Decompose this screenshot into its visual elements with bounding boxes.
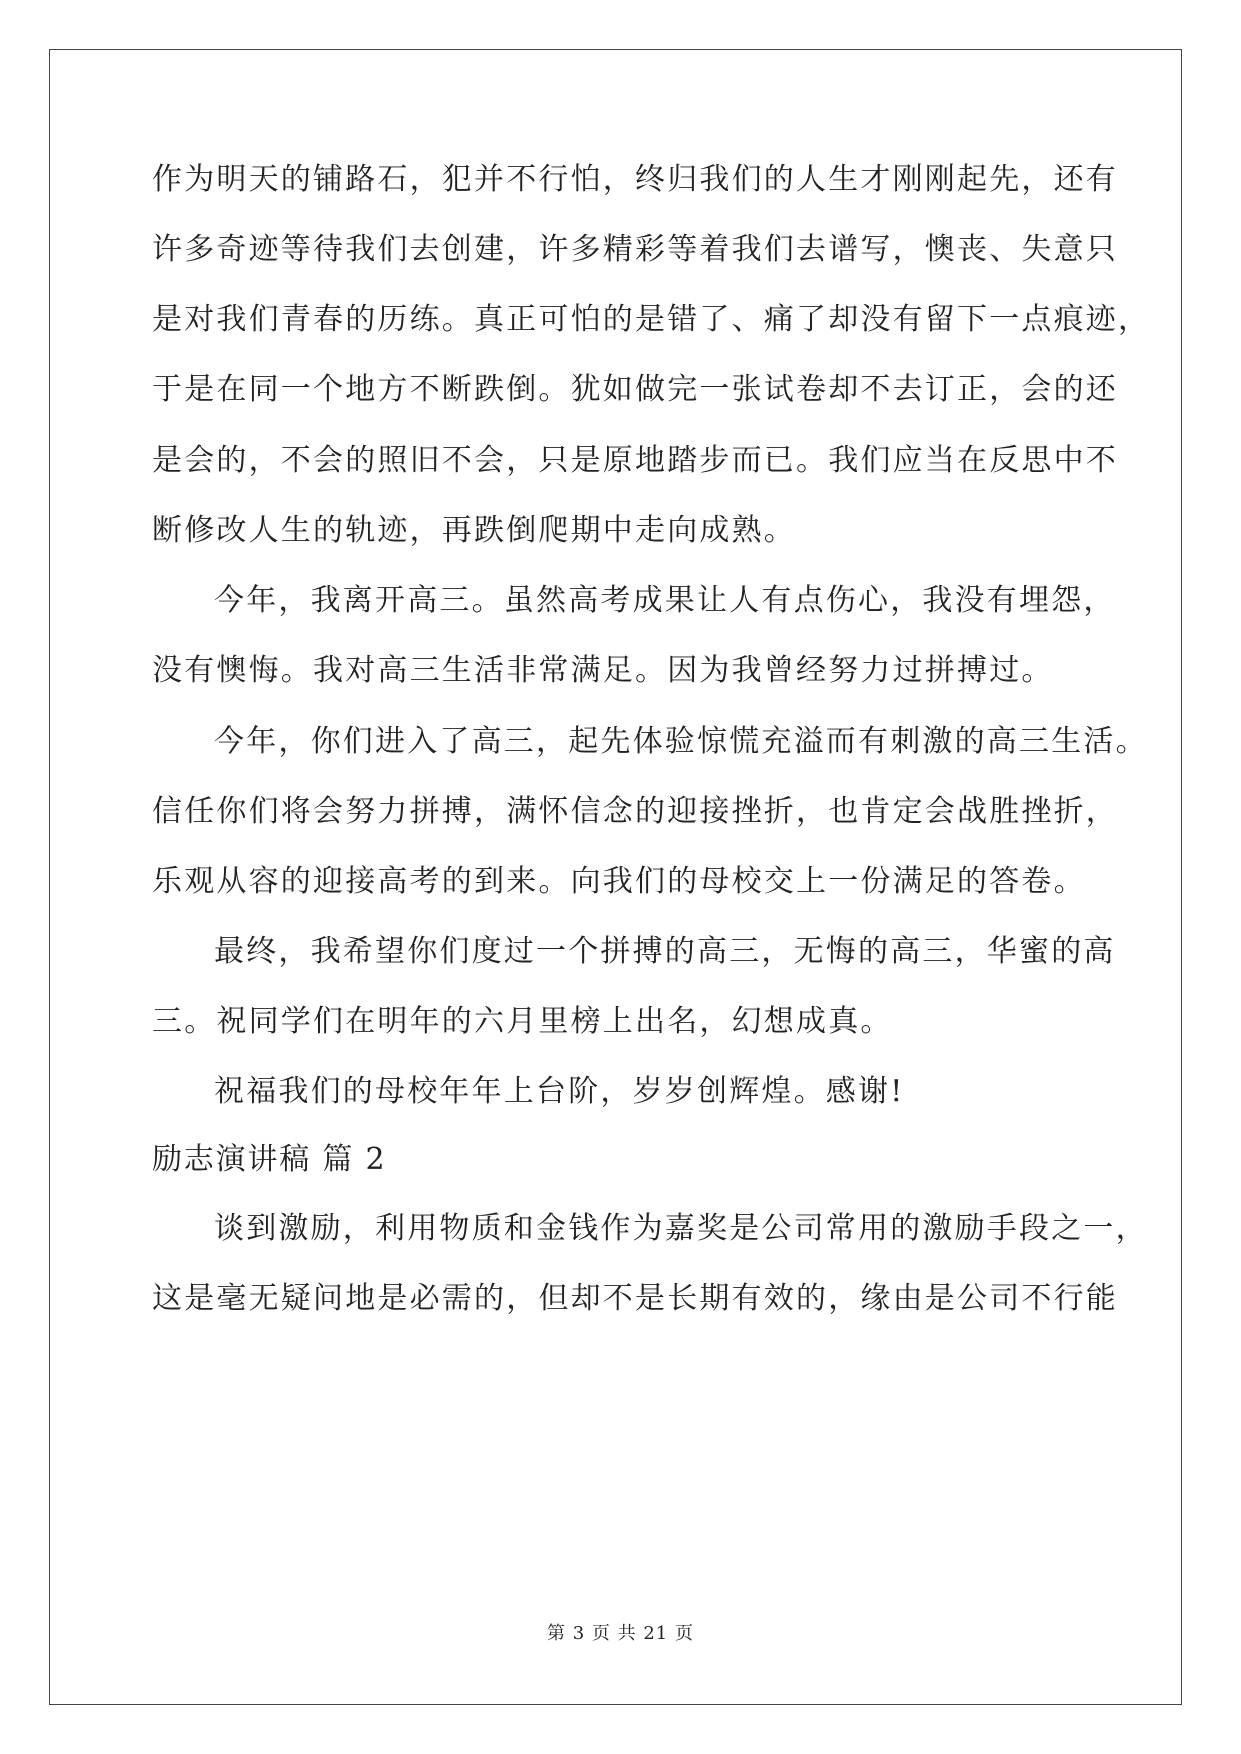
text-line: 断修改人生的轨迹，再跌倒爬期中走向成熟。 [152,513,796,548]
text-line: 最终，我希望你们度过一个拼搏的高三，无悔的高三，华蜜的高 [214,934,1116,969]
section-heading: 励志演讲稿 篇 2 [152,1142,387,1177]
text-line: 没有懊悔。我对高三生活非常满足。因为我曾经努力过拼搏过。 [152,653,1054,688]
text-line: 许多奇迹等待我们去创建，许多精彩等着我们去谱写，懊丧、失意只 [152,232,1118,267]
text-line: 今年，你们进入了高三，起先体验惊慌充溢而有刺激的高三生活。 [214,724,1148,759]
text-line: 这是毫无疑问地是必需的，但却不是长期有效的，缘由是公司不行能 [152,1281,1118,1316]
text-line: 三。祝同学们在明年的六月里榜上出名，幻想成真。 [152,1004,893,1039]
text-line: 乐观从容的迎接高考的到来。向我们的母校交上一份满足的答卷。 [152,864,1086,899]
text-line: 信任你们将会努力拼搏，满怀信念的迎接挫折，也肯定会战胜挫折， [152,794,1118,829]
text-line: 是会的，不会的照旧不会，只是原地踏步而已。我们应当在反思中不 [152,443,1118,478]
text-line: 作为明天的铺路石，犯并不行怕，终归我们的人生才刚刚起先，还有 [152,162,1118,197]
text-line: 谈到激励，利用物质和金钱作为嘉奖是公司常用的激励手段之一， [214,1211,1148,1246]
text-line: 今年，我离开高三。虽然高考成果让人有点伤心，我没有埋怨， [214,583,1116,618]
text-line: 是对我们青春的历练。真正可怕的是错了、痛了却没有留下一点痕迹， [152,302,1151,337]
text-line: 祝福我们的母校年年上台阶，岁岁创辉煌。感谢! [214,1074,905,1109]
page-number-footer: 第 3 页 共 21 页 [547,1623,694,1644]
text-line: 于是在同一个地方不断跌倒。犹如做完一张试卷却不去订正，会的还 [152,372,1118,407]
